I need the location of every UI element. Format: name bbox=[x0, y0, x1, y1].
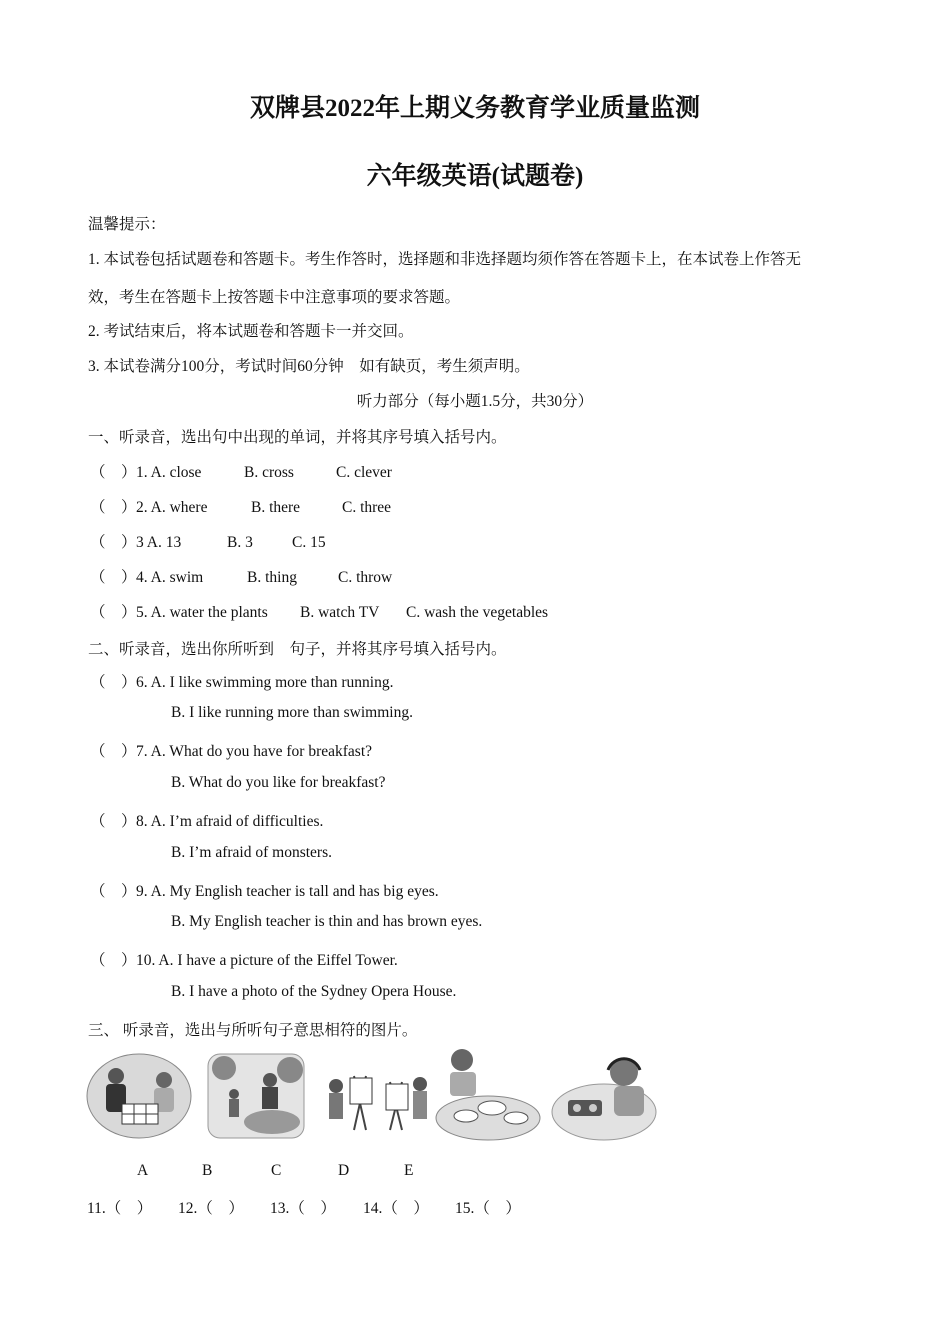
painting-kids-icon bbox=[329, 1076, 427, 1130]
option-b: B. I have a photo of the Sydney Opera House. bbox=[171, 983, 457, 1000]
option-c: C. three bbox=[342, 499, 392, 516]
answer-blank[interactable]: （ ） bbox=[90, 464, 137, 481]
answer-blank[interactable]: （ ） bbox=[90, 499, 137, 516]
option-a: 2. A. where bbox=[136, 499, 208, 516]
answer-12[interactable]: 12.（ ） bbox=[178, 1200, 244, 1217]
option-b: B. I’m afraid of monsters. bbox=[171, 844, 332, 861]
section1-heading: 一、听录音，选出句中出现的单词，并将其序号填入括号内。 bbox=[88, 429, 507, 446]
page-subtitle: 六年级英语(试题卷) bbox=[366, 163, 584, 190]
answer-blank[interactable]: （ ） bbox=[90, 534, 137, 551]
question-10 bbox=[90, 948, 398, 970]
answer-14[interactable]: 14.（ ） bbox=[363, 1200, 429, 1217]
option-b: B. cross bbox=[244, 464, 294, 481]
option-a: 3 A. 13 bbox=[136, 534, 182, 551]
option-b: B. 3 bbox=[227, 534, 253, 551]
option-c: C. throw bbox=[338, 569, 393, 586]
question-3 bbox=[90, 530, 326, 552]
notes-item-3: 3. 本试卷满分100分，考试时间60分钟 如有缺页，考生须声明。 bbox=[88, 358, 530, 375]
boy-eating-icon bbox=[436, 1049, 540, 1140]
question-2 bbox=[90, 495, 391, 517]
question-1 bbox=[90, 460, 392, 482]
answer-13[interactable]: 13.（ ） bbox=[270, 1200, 336, 1217]
picture-label-e: E bbox=[404, 1162, 414, 1179]
question-4 bbox=[90, 565, 392, 587]
option-a: 9. A. My English teacher is tall and has big eyes. bbox=[136, 883, 439, 900]
answer-blank[interactable]: （ ） bbox=[90, 743, 137, 760]
option-b: B. there bbox=[251, 499, 301, 516]
notes-item-1-cont: 效，考生在答题卡上按答题卡中注意事项的要求答题。 bbox=[88, 289, 461, 306]
notes-heading: 温馨提示： bbox=[88, 216, 166, 233]
answer-blank[interactable]: （ ） bbox=[90, 883, 137, 900]
picture-label-d: D bbox=[338, 1162, 350, 1179]
option-c: C. wash the vegetables bbox=[406, 604, 549, 621]
picture-label-a: A bbox=[137, 1162, 149, 1179]
picture-label-c: C bbox=[271, 1162, 282, 1179]
question-5 bbox=[90, 600, 548, 622]
option-b: B. What do you like for breakfast? bbox=[171, 774, 386, 791]
question-9 bbox=[90, 879, 439, 901]
notes-item-2: 2. 考试结束后，将本试题卷和答题卡一并交回。 bbox=[88, 323, 414, 340]
picture-label-b: B bbox=[202, 1162, 213, 1179]
listening-header: 听力部分（每小题1.5分，共30分） bbox=[356, 393, 594, 410]
option-a: 8. A. I’m afraid of difficulties. bbox=[136, 813, 324, 830]
picture-strip bbox=[84, 1046, 664, 1146]
option-a: 5. A. water the plants bbox=[136, 604, 268, 621]
notes-item-1: 1. 本试卷包括试题卷和答题卡。考生作答时，选择题和非选择题均须作答在答题卡上，在本试卷上作答无 bbox=[88, 251, 802, 268]
option-a: 1. A. close bbox=[136, 464, 202, 481]
family-park-icon bbox=[208, 1054, 304, 1138]
boy-headphones-icon bbox=[552, 1058, 656, 1140]
answer-blank[interactable]: （ ） bbox=[90, 952, 137, 969]
question-6 bbox=[90, 670, 393, 692]
option-a: 4. A. swim bbox=[136, 569, 204, 586]
page-title: 双牌县2022年上期义务教育学业质量监测 bbox=[249, 95, 700, 122]
answer-11[interactable]: 11.（ ） bbox=[87, 1200, 153, 1217]
answer-blank[interactable]: （ ） bbox=[90, 813, 137, 830]
question-7 bbox=[90, 739, 372, 761]
answer-blank[interactable]: （ ） bbox=[90, 569, 137, 586]
chess-players-icon bbox=[87, 1054, 191, 1138]
answer-blank[interactable]: （ ） bbox=[90, 604, 137, 621]
option-b: B. I like running more than swimming. bbox=[171, 704, 413, 721]
section2-heading: 二、听录音，选出你所听到 句子，并将其序号填入括号内。 bbox=[88, 641, 507, 658]
option-b: B. thing bbox=[247, 569, 297, 586]
option-b: B. My English teacher is thin and has brown eyes. bbox=[171, 913, 483, 930]
answer-15[interactable]: 15.（ ） bbox=[455, 1200, 521, 1217]
option-b: B. watch TV bbox=[300, 604, 380, 621]
option-c: C. 15 bbox=[292, 534, 326, 551]
option-c: C. clever bbox=[336, 464, 392, 481]
question-8 bbox=[90, 809, 323, 831]
section3-heading: 三、 听录音，选出与所听句子意思相符的图片。 bbox=[88, 1022, 418, 1039]
option-a: 6. A. I like swimming more than running. bbox=[136, 674, 394, 691]
answer-blank[interactable]: （ ） bbox=[90, 674, 137, 691]
option-a: 7. A. What do you have for breakfast? bbox=[136, 743, 373, 760]
option-a: 10. A. I have a picture of the Eiffel Tower. bbox=[136, 952, 398, 969]
